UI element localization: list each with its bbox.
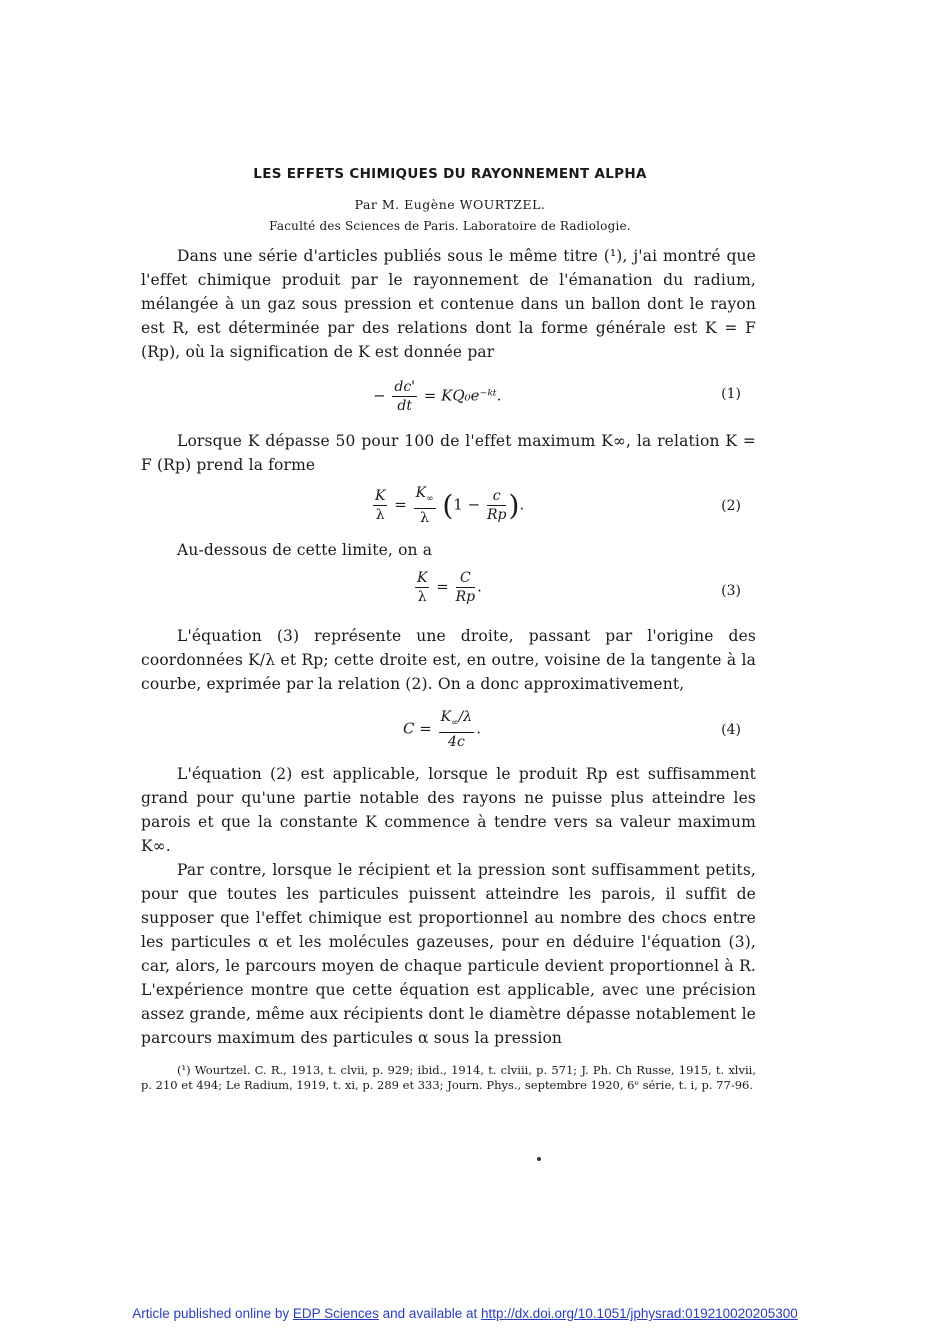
doi-link[interactable]: http://dx.doi.org/10.1051/jphysrad:019210020205300 <box>480 1306 798 1321</box>
publisher-link[interactable]: EDP Sciences <box>292 1306 379 1321</box>
eq1-denominator: dt <box>397 398 412 414</box>
banner-prefix: Article published online by <box>132 1306 293 1321</box>
banner-middle: and available at <box>378 1306 481 1321</box>
publication-banner <box>0 1306 930 1321</box>
equation-1: − $\frac{dc'}{dt}$ = KQ₀e⁻ᵏᵗ. (1) <box>373 379 741 414</box>
author-line: Par M. Eugène WOURTZEL. <box>354 197 546 212</box>
paragraph-6: Par contre, lorsque le récipient et la pression sont suffisamment petits, pour que toutes les particules puissent atteindre les parois, il suffit de supposer que l'effet chimique est proportionnel au nombre des chocs entre les particules α et les molécules gazeuses, pour en déduire l'équation (3), car, alors, le parcours moyen de chaque particule devient proportionnel à R. L'expérience montre que cette équation est applicable, avec une précision assez grande, même aux récipients dont le diamètre dépasse notablement le parcours maximum des particules α sous la pression <box>141 861 756 1047</box>
eq3-number: (3) <box>721 583 741 599</box>
article-title: LES EFFETS CHIMIQUES DU RAYONNEMENT ALPHA <box>253 166 647 182</box>
affiliation-line: Faculté des Sciences de Paris. Laboratoire de Radiologie. <box>269 219 631 233</box>
paragraph-2: Lorsque K dépasse 50 pour 100 de l'effet maximum K∞, la relation K = F (Rp) prend la forme <box>141 432 756 474</box>
footnote: (¹) Wourtzel. C. R., 1913, t. clvii, p. 929; ibid., 1914, t. clviii, p. 571; J. Ph. Ch Russe, 1915, t. xlvii, p. 210 et 494; Le Radium, 1919, t. xi, p. 289 et 333; Journ. Phys., septembre 1920, 6ᵉ série, t. i, p. 77-96. <box>141 1063 756 1092</box>
eq1-numerator: dc' <box>394 379 416 395</box>
eq1-number: (1) <box>721 386 741 402</box>
equation-4: C = $\frac{K_\infty/\lambda}{4c}$ . (4) <box>403 709 741 750</box>
equation-2: $\frac{K}{\lambda}$ = $\frac{K_\infty}{\lambda}$ (1 − $\frac{c}{Rp}$ ). (2) <box>375 485 741 526</box>
paragraph-1: Dans une série d'articles publiés sous le même titre (¹), j'ai montré que l'effet chimique produit par le rayonnement de l'émanation du radium, mélangée à un gaz sous pression et contenue dans un ballon dont le rayon est R, est déterminée par des relations dont la forme générale est K = F (Rp), où la signification de K est donnée par <box>141 247 756 361</box>
paragraph-3: Au-dessous de cette limite, on a <box>177 541 433 559</box>
paragraph-4: L'équation (3) représente une droite, passant par l'origine des coordonnées K/λ et Rp; cette droite est, en outre, voisine de la tangente à la courbe, exprimée par la relation (2). On a donc approximativement, <box>141 627 756 693</box>
eq2-number: (2) <box>721 498 741 514</box>
page-speck <box>537 1157 541 1161</box>
equation-3: $\frac{K}{\lambda}$ = $\frac{C}{Rp}$ . (3) <box>417 570 741 605</box>
eq1-rhs: = KQ₀e⁻ᵏᵗ. <box>423 386 502 405</box>
eq4-number: (4) <box>721 722 741 738</box>
paragraph-5: L'équation (2) est applicable, lorsque le produit Rp est suffisamment grand pour qu'une partie notable des rayons ne puisse plus atteindre les parois et que la constante K commence à tendre vers sa valeur maximum K∞. <box>141 765 756 855</box>
